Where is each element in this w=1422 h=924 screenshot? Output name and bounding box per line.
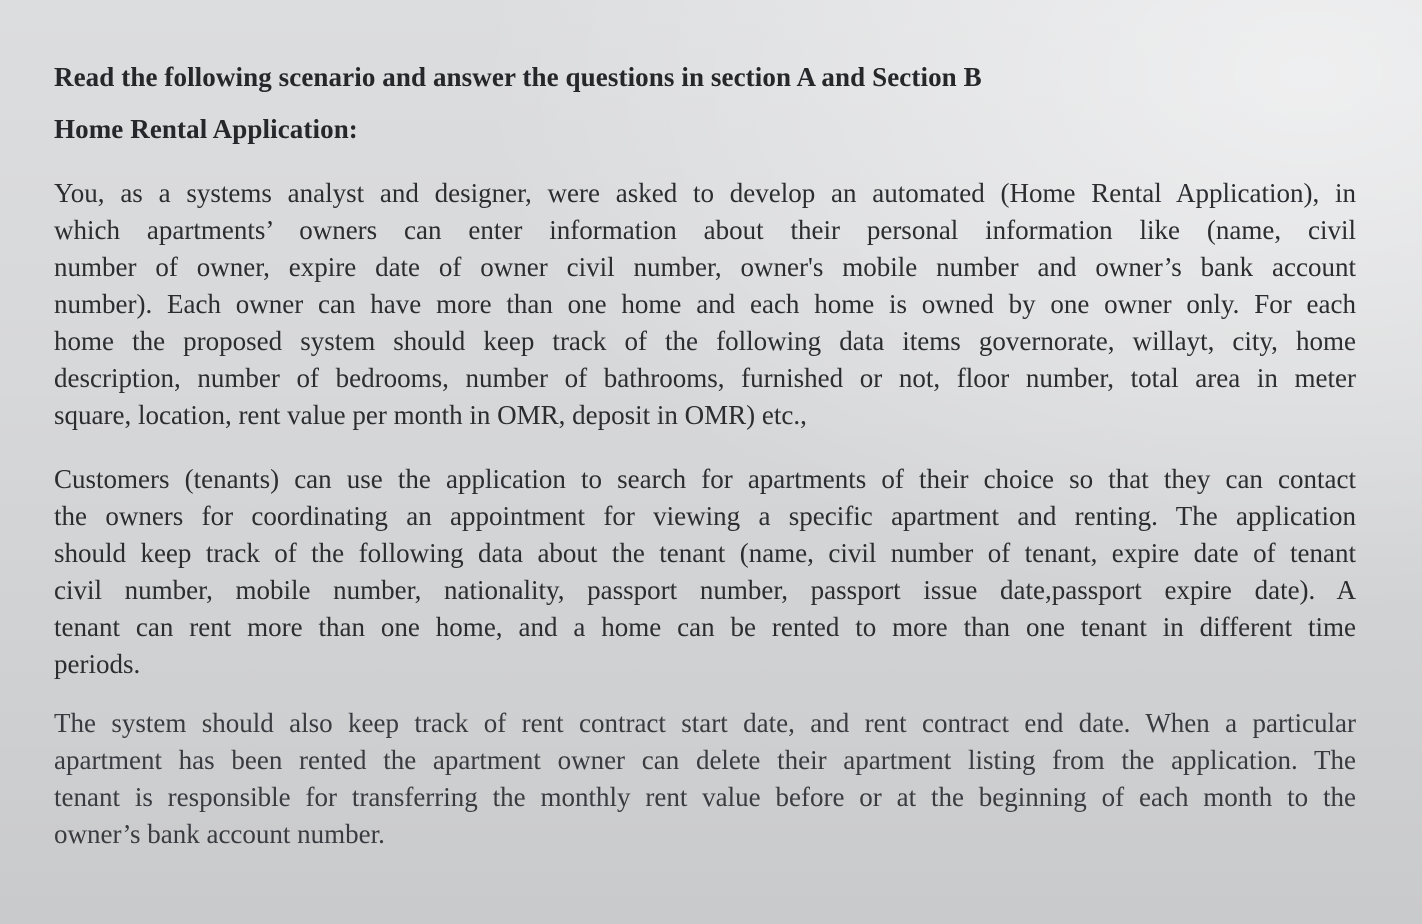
text-line: Customers (tenants) can use the application to search for apartments of their choice so that they can contact <box>54 464 1356 494</box>
text-line: home the proposed system should keep track of the following data items governorate, willayt, city, home <box>54 326 1356 356</box>
paragraph-rent-contract <box>54 705 1356 853</box>
text-line: number of owner, expire date of owner civil number, owner's mobile number and owner’s bank account <box>54 252 1356 282</box>
section-title: Home Rental Application: <box>54 114 358 144</box>
text-line: The system should also keep track of rent contract start date, and rent contract end date. When a particular <box>54 708 1356 738</box>
text-line: square, location, rent value per month in OMR, deposit in OMR) etc., <box>54 400 807 430</box>
text-line: civil number, mobile number, nationality, passport number, passport issue date,passport expire date). A <box>54 575 1356 605</box>
text-line: number). Each owner can have more than one home and each home is owned by one owner only. For each <box>54 289 1356 319</box>
text-line: periods. <box>54 649 141 679</box>
text-line: the owners for coordinating an appointment for viewing a specific apartment and renting. The application <box>54 501 1356 531</box>
text-line: owner’s bank account number. <box>54 819 385 849</box>
text-line: You, as a systems analyst and designer, were asked to develop an automated (Home Rental Application), in <box>54 178 1356 208</box>
text-line: which apartments’ owners can enter information about their personal information like (name, civil <box>54 215 1356 245</box>
document-title: Read the following scenario and answer the questions in section A and Section B <box>54 62 982 92</box>
text-line: tenant is responsible for transferring the monthly rent value before or at the beginning of each month to the <box>54 782 1356 812</box>
text-line: description, number of bedrooms, number of bathrooms, furnished or not, floor number, total area in meter <box>54 363 1356 393</box>
text-line: should keep track of the following data about the tenant (name, civil number of tenant, expire date of tenant <box>54 538 1356 568</box>
paragraph-system-description <box>54 175 1356 434</box>
paragraph-tenants <box>54 461 1356 683</box>
text-line: apartment has been rented the apartment owner can delete their apartment listing from the application. The <box>54 745 1356 775</box>
text-line: tenant can rent more than one home, and a home can be rented to more than one tenant in different time <box>54 612 1356 642</box>
